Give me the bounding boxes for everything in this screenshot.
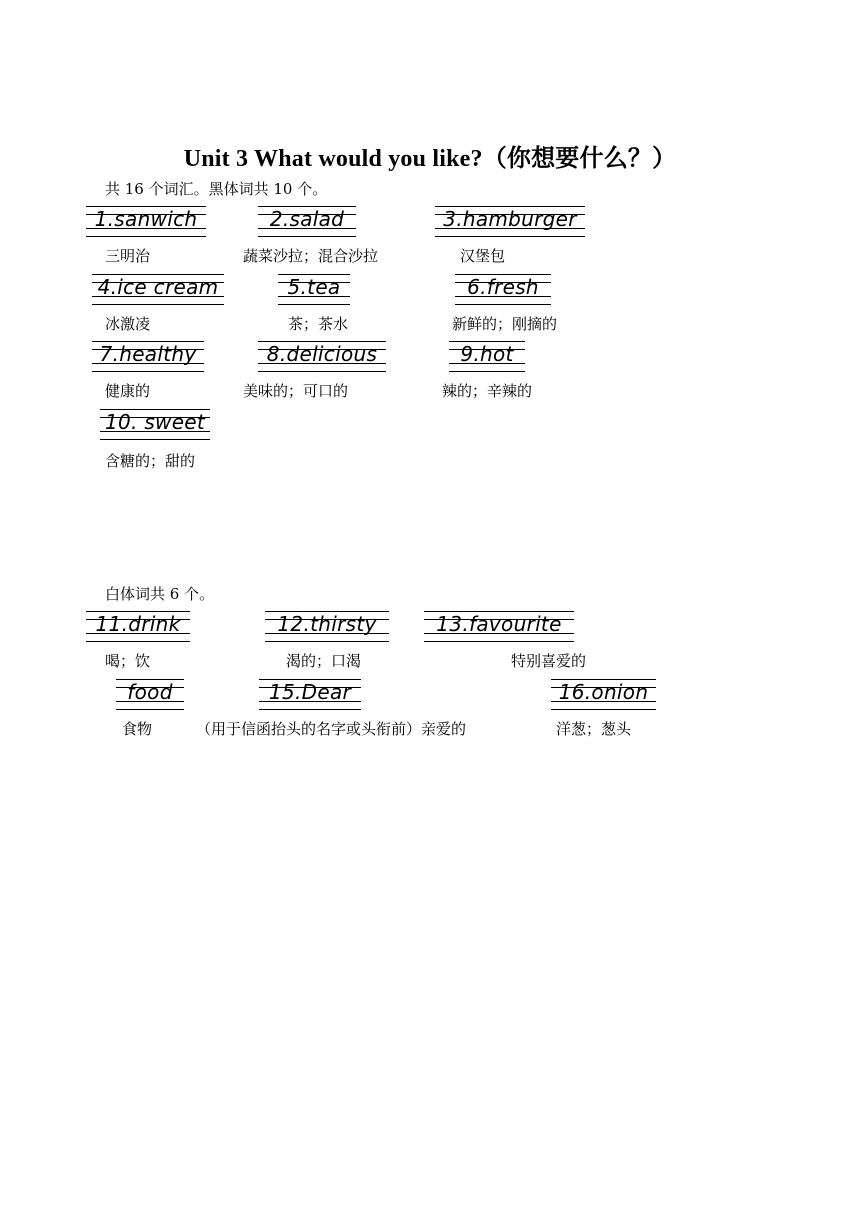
vocab-meaning-sweet: 含糖的；甜的 xyxy=(105,452,196,470)
vocab-meaning-healthy: 健康的 xyxy=(105,382,151,400)
vocab-word-hamburger xyxy=(435,206,585,236)
vocab-word-text: 5.tea xyxy=(287,275,341,299)
regular-words-note: 白体词共 6 个。 xyxy=(105,585,215,603)
vocab-word-dear xyxy=(259,679,361,709)
bold-words-note: 共 16 个词汇。黑体词共 10 个。 xyxy=(105,180,328,198)
vocab-word-text: 11.drink xyxy=(95,612,181,636)
vocab-word-text: food xyxy=(127,680,173,704)
vocab-word-text: 12.thirsty xyxy=(277,612,377,636)
vocab-word-text: 16.onion xyxy=(558,680,649,704)
vocab-word-drink xyxy=(86,611,190,641)
vocab-word-fresh xyxy=(455,274,551,304)
vocab-word-delicious xyxy=(258,341,386,371)
vocab-word-thirsty xyxy=(265,611,389,641)
vocab-word-sanwich xyxy=(86,206,206,236)
vocab-meaning-onion: 洋葱；葱头 xyxy=(556,720,632,738)
vocab-word-hot xyxy=(449,341,525,371)
vocab-word-text: 2.salad xyxy=(269,207,345,231)
vocab-word-text: 1.sanwich xyxy=(94,207,198,231)
vocab-word-onion xyxy=(551,679,656,709)
vocab-word-favourite xyxy=(424,611,574,641)
vocab-meaning-hot: 辣的；辛辣的 xyxy=(442,382,533,400)
vocab-word-food xyxy=(116,679,184,709)
vocab-meaning-favourite: 特别喜爱的 xyxy=(511,652,587,670)
vocab-word-text: 10. sweet xyxy=(104,410,206,434)
vocab-meaning-delicious: 美味的；可口的 xyxy=(243,382,349,400)
vocab-word-text: 3.hamburger xyxy=(443,207,577,231)
vocab-word-text: 7.healthy xyxy=(99,342,197,366)
vocab-word-sweet xyxy=(100,409,210,439)
vocab-word-salad xyxy=(258,206,356,236)
vocab-meaning-salad: 蔬菜沙拉；混合沙拉 xyxy=(243,247,379,265)
page-title: Unit 3 What would you like?（你想要什么？） xyxy=(183,146,677,172)
vocab-meaning-food: 食物 xyxy=(122,720,153,738)
vocab-word-ice-cream xyxy=(92,274,224,304)
vocab-word-text: 6.fresh xyxy=(467,275,539,299)
vocab-meaning-tea: 茶；茶水 xyxy=(288,315,349,333)
vocab-word-text: 4.ice cream xyxy=(97,275,219,299)
vocab-word-text: 9.hot xyxy=(460,342,514,366)
vocab-meaning-ice-cream: 冰激凌 xyxy=(105,315,151,333)
vocab-word-healthy xyxy=(92,341,204,371)
vocab-word-tea xyxy=(278,274,350,304)
vocab-word-text: 8.delicious xyxy=(266,342,378,366)
vocab-word-text: 13.favourite xyxy=(436,612,562,636)
vocab-meaning-thirsty: 渴的；口渴 xyxy=(286,652,362,670)
vocab-meaning-hamburger: 汉堡包 xyxy=(460,247,506,265)
vocab-meaning-drink: 喝；饮 xyxy=(105,652,151,670)
vocab-meaning-sanwich: 三明治 xyxy=(105,247,151,265)
vocab-word-text: 15.Dear xyxy=(268,680,352,704)
vocab-meaning-fresh: 新鲜的；刚摘的 xyxy=(452,315,558,333)
vocab-meaning-dear: （用于信函抬头的名字或头衔前）亲爱的 xyxy=(196,720,467,738)
